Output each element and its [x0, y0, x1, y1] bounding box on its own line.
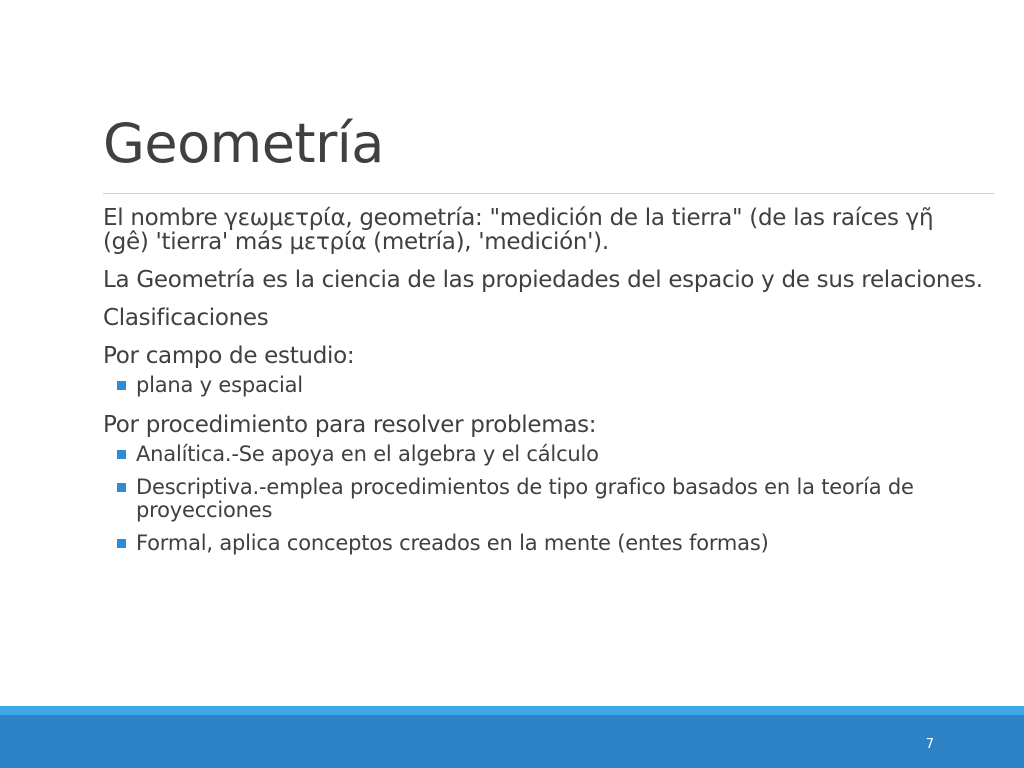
group-heading-field-of-study: Por campo de estudio: [103, 343, 355, 369]
group-heading-procedure: Por procedimiento para resolver problemas: [103, 412, 597, 438]
list-item [103, 374, 983, 397]
square-bullet-icon [117, 381, 126, 390]
square-bullet-icon [117, 450, 126, 459]
slide-title: Geometría [103, 112, 384, 175]
list-item-text: Analítica.-Se apoya en el algebra y el cálculo [136, 442, 599, 466]
square-bullet-icon [117, 483, 126, 492]
list-item [103, 443, 983, 466]
page-number: 7 [925, 737, 934, 752]
square-bullet-icon [117, 539, 126, 548]
paragraph-definition: La Geometría es la ciencia de las propiedades del espacio y de sus relaciones. [103, 267, 983, 293]
list-item-text: Descriptiva.-emplea procedimientos de tipo grafico basados en la teoría de proyecciones [136, 475, 914, 522]
paragraph-classifications: Clasificaciones [103, 305, 269, 331]
slide-content [103, 206, 983, 565]
list-item [103, 532, 983, 555]
list-item [103, 476, 983, 522]
list-item-text: Formal, aplica conceptos creados en la mente (entes formas) [136, 531, 769, 555]
list-item-text: plana y espacial [136, 373, 303, 397]
footer-accent-stripe [0, 706, 1024, 715]
footer-band [0, 715, 1024, 768]
paragraph-etymology: El nombre γεωμετρία, geometría: "medición de la tierra" (de las raíces γῆ (gê) 'tierra' más μετρία (metría), 'medición'). [103, 205, 934, 255]
title-divider [103, 193, 994, 194]
